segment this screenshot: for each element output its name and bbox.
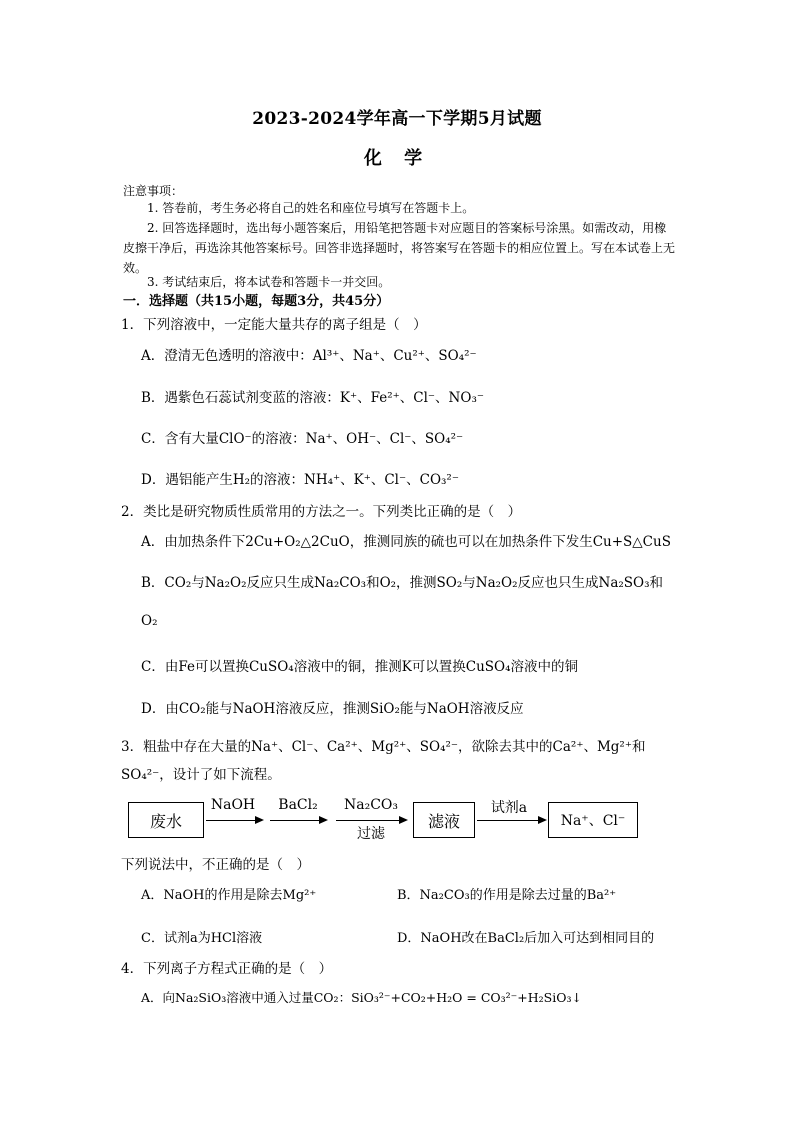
flow-arrow-4 (477, 820, 545, 821)
q4-stem: 4．下列离子方程式正确的是（ ） (121, 961, 333, 977)
flow-arrow-1 (206, 820, 262, 821)
q1-option-d: D．遇铝能产生H₂的溶液：NH₄⁺、K⁺、Cl⁻、CO₃²⁻ (141, 472, 459, 488)
notice-item-2: 2. 回答选择题时，选出每小题答案后，用铅笔把答题卡对应题目的答案标号涂黑。如需改动，用橡皮擦干净后，再选涂其他答案标号。回答非选择题时，将答案写在答题卡的相应位置上。写在本试卷上无效。 (123, 221, 676, 275)
q2-option-c: C．由Fe可以置换CuSO₄溶液中的铜，推测K可以置换CuSO₄溶液中的铜 (141, 659, 579, 675)
flow-box-filtrate: 滤液 (413, 802, 475, 838)
flow-arrow-3 (336, 820, 406, 821)
q2-option-a: A．由加热条件下2Cu+O₂△2CuO，推测同族的硫也可以在加热条件下发生Cu+S△CuS (141, 534, 671, 550)
exam-title: 2023-2024学年高一下学期5月试题 (252, 109, 542, 129)
q2-stem: 2．类比是研究物质性质常用的方法之一。下列类比正确的是（ ） (121, 504, 522, 520)
q1-option-a: A．澄清无色透明的溶液中：Al³⁺、Na⁺、Cu²⁺、SO₄²⁻ (141, 348, 477, 364)
q3-option-a: A．NaOH的作用是除去Mg²⁺ (141, 888, 317, 903)
flow-label-bacl2: BaCl₂ (278, 797, 318, 813)
q3-stem: 3．粗盐中存在大量的Na⁺、Cl⁻、Ca²⁺、Mg²⁺、SO₄²⁻，欲除去其中的Ca²⁺、Mg²⁺和SO₄²⁻，设计了如下流程。 (121, 739, 646, 783)
flow-label-reagent-a: 试剂a (490, 800, 528, 816)
section-title: 一．选择题（共15小题，每题3分，共45分） (123, 294, 390, 309)
flow-box-product: Na⁺、Cl⁻ (548, 802, 638, 838)
flow-label-na2co3: Na₂CO₃ (343, 797, 398, 813)
q3-option-b: B．Na₂CO₃的作用是除去过量的Ba²⁺ (397, 888, 617, 903)
q1-option-b: B．遇紫色石蕊试剂变蓝的溶液：K⁺、Fe²⁺、Cl⁻、NO₃⁻ (141, 390, 484, 406)
q4-option-a: A．向Na₂SiO₃溶液中通入过量CO₂：SiO₃²⁻+CO₂+H₂O = CO₃²⁻+H₂SiO₃↓ (141, 990, 582, 1005)
notice-heading: 注意事项： (123, 184, 184, 198)
q2-option-b-line2: O₂ (141, 613, 158, 629)
q3-sub-stem: 下列说法中，不正确的是（ ） (121, 857, 310, 873)
notice-item-3: 3. 考试结束后，将本试卷和答题卡一并交回。 (147, 275, 391, 289)
q1-stem: 1．下列溶液中，一定能大量共存的离子组是（ ） (121, 317, 427, 333)
q1-option-c: C．含有大量ClO⁻的溶液：Na⁺、OH⁻、Cl⁻、SO₄²⁻ (141, 431, 464, 447)
flow-label-filter: 过滤 (357, 826, 385, 842)
flow-label-naoh: NaOH (210, 797, 256, 813)
q2-option-b-line1: B．CO₂与Na₂O₂反应只生成Na₂CO₃和O₂，推测SO₂与Na₂O₂反应也只生成Na₂SO₃和 (141, 575, 664, 591)
flow-box-wastewater: 废水 (128, 802, 204, 838)
q3-option-c: C．试剂a为HCl溶液 (141, 931, 263, 946)
notice-item-1: 1. 答卷前，考生务必将自己的姓名和座位号填写在答题卡上。 (147, 201, 475, 215)
q2-option-d: D．由CO₂能与NaOH溶液反应，推测SiO₂能与NaOH溶液反应 (141, 701, 524, 717)
flow-arrow-2 (270, 820, 326, 821)
subject-title: 化 学 (363, 148, 431, 169)
q3-option-d: D．NaOH改在BaCl₂后加入可达到相同目的 (397, 931, 655, 946)
